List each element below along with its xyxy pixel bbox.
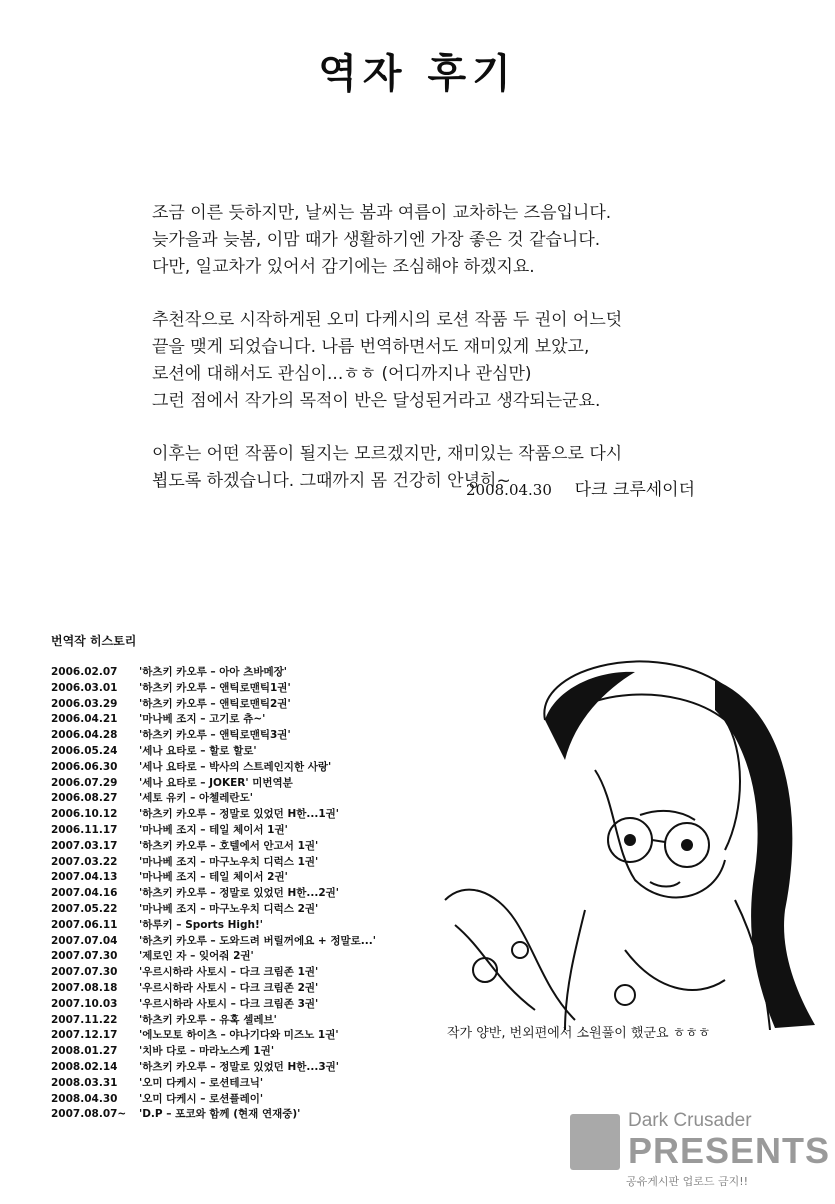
history-date: 2006.10.12 bbox=[51, 808, 118, 821]
page-title: 역자 후기 bbox=[318, 51, 517, 97]
history-row bbox=[51, 823, 471, 839]
history-row bbox=[51, 1028, 471, 1044]
afterword-line: 늦가을과 늦봄, 이맘 때가 생활하기엔 가장 좋은 것 같습니다. bbox=[152, 230, 601, 250]
history-row bbox=[51, 681, 471, 697]
history-date: 2007.03.22 bbox=[51, 855, 118, 868]
illustration-caption: 작가 양반, 번외편에서 소원풀이 했군요 ㅎㅎㅎ bbox=[447, 1026, 711, 1041]
history-row bbox=[51, 760, 471, 776]
history-title: 번역작 히스토리 bbox=[51, 634, 137, 648]
history-row bbox=[51, 855, 471, 871]
logo-notice: 공유게시판 업로드 금지!! bbox=[626, 1175, 749, 1188]
history-date: 2007.12.17 bbox=[51, 1029, 118, 1042]
afterword-line: 그런 점에서 작가의 목적이 반은 달성된거라고 생각되는군요. bbox=[152, 391, 601, 411]
afterword-line: 조금 이른 듯하지만, 날씨는 봄과 여름이 교차하는 즈음입니다. bbox=[152, 203, 612, 223]
history-date: 2006.03.01 bbox=[51, 681, 118, 694]
manga-illustration bbox=[425, 650, 825, 1030]
history-title-text: '마나베 조지 – 고기로 츄~' bbox=[139, 713, 266, 726]
history-date: 2008.01.27 bbox=[51, 1045, 118, 1058]
history-date: 2006.11.17 bbox=[51, 823, 118, 836]
logo-emblem bbox=[570, 1114, 620, 1170]
history-date: 2007.07.30 bbox=[51, 966, 118, 979]
history-row bbox=[51, 886, 471, 902]
history-row bbox=[51, 1013, 471, 1029]
afterword-line: 추천작으로 시작하게된 오미 다케시의 로션 작품 두 권이 어느덧 bbox=[152, 310, 623, 330]
history-date: 2007.04.16 bbox=[51, 887, 118, 900]
history-date: 2006.02.07 bbox=[51, 666, 118, 678]
afterword-line: 다만, 일교차가 있어서 감기에는 조심해야 하겠지요. bbox=[152, 257, 535, 277]
history-date: 2007.04.13 bbox=[51, 871, 118, 884]
afterword-line: 로션에 대해서도 관심이...ㅎㅎ (어디까지나 관심만) bbox=[152, 364, 532, 384]
history-title-text: '우르시하라 사토시 – 다크 크림존 1권' bbox=[139, 966, 319, 979]
history-row bbox=[51, 934, 471, 950]
history-row bbox=[51, 728, 471, 744]
history-row bbox=[51, 902, 471, 918]
history-title-text: '하츠키 카오루 – 정말로 있었던 H한...2권' bbox=[139, 887, 340, 900]
afterword-body bbox=[152, 200, 752, 521]
history-title-text: '오미 다케시 – 로션테크닉' bbox=[139, 1076, 264, 1089]
history-title-text: '하츠키 카오루 – 앤틱로맨틱1권' bbox=[139, 681, 291, 694]
history-row bbox=[51, 839, 471, 855]
history-date: 2006.05.24 bbox=[51, 744, 118, 757]
history-date: 2007.03.17 bbox=[51, 839, 118, 852]
history-row bbox=[51, 1092, 471, 1108]
history-title-text: '우르시하라 사토시 – 다크 크림존 3권' bbox=[139, 997, 319, 1010]
history-row bbox=[51, 712, 471, 728]
history-title-text: '치바 다로 – 마라노스케 1권' bbox=[139, 1045, 275, 1058]
history-row bbox=[51, 1076, 471, 1092]
history-title-text: '오미 다케시 – 로션플레이' bbox=[139, 1092, 264, 1105]
history-title-text: '마나베 조지 – 마구노우치 디럭스 1권' bbox=[139, 855, 319, 868]
translation-history-list bbox=[51, 665, 471, 1123]
afterword-paragraph bbox=[152, 200, 752, 281]
dark-crusader-logo bbox=[570, 1110, 831, 1190]
history-date: 2007.08.07~ bbox=[51, 1108, 127, 1121]
history-title-text: 'D.P – 포코와 함께 (현재 연재중)' bbox=[139, 1108, 301, 1121]
history-title-text: '세나 요타로 – 할로 할로' bbox=[139, 744, 257, 757]
history-title-text: '우르시하라 사토시 – 다크 크림존 2권' bbox=[139, 981, 319, 994]
history-title-text: '마나베 조지 – 마구노우치 디럭스 2권' bbox=[139, 902, 319, 915]
history-row bbox=[51, 918, 471, 934]
afterword-line: 이후는 어떤 작품이 될지는 모르겠지만, 재미있는 작품으로 다시 bbox=[152, 444, 623, 464]
history-row bbox=[51, 807, 471, 823]
history-date: 2008.04.30 bbox=[51, 1092, 118, 1105]
history-row bbox=[51, 697, 471, 713]
history-title-text: '마나베 조지 – 테일 체이서 1권' bbox=[139, 823, 288, 836]
history-title-text: '하츠키 카오루 – 정말로 있었던 H한...1권' bbox=[139, 808, 340, 821]
history-title-text: '하츠키 카오루 – 유혹 셀레브' bbox=[139, 1013, 277, 1026]
history-row bbox=[51, 965, 471, 981]
history-title-text: '하츠키 카오루 – 앤틱로맨틱2권' bbox=[139, 697, 291, 710]
history-date: 2007.11.22 bbox=[51, 1013, 118, 1026]
history-row bbox=[51, 1107, 471, 1123]
history-title-text: '세나 요타로 – 박사의 스트레인지한 사랑' bbox=[139, 760, 332, 773]
history-row bbox=[51, 1044, 471, 1060]
history-title-text: '하츠키 카오루 – 앤틱로맨틱3권' bbox=[139, 729, 291, 742]
history-date: 2007.07.30 bbox=[51, 950, 118, 963]
history-date: 2006.07.29 bbox=[51, 776, 118, 789]
history-row bbox=[51, 744, 471, 760]
history-row bbox=[51, 665, 471, 681]
signature bbox=[466, 475, 766, 500]
history-title-text: '하츠키 카오루 – 아아 츠바메장' bbox=[139, 666, 288, 678]
history-title-text: '에노모토 하이츠 – 야나기다와 미즈노 1권' bbox=[139, 1029, 339, 1042]
logo-line2: PRESENTS bbox=[628, 1130, 831, 1171]
history-date: 2007.08.18 bbox=[51, 981, 118, 994]
history-title-text: '하츠키 카오루 – 도와드려 버릴꺼에요 + 정말로...' bbox=[139, 934, 376, 947]
history-title-text: '제로인 자 – 잊어줘 2권' bbox=[139, 950, 254, 963]
history-date: 2006.08.27 bbox=[51, 792, 118, 805]
history-row bbox=[51, 791, 471, 807]
history-title-text: '세나 요타로 – JOKER' 미번역분 bbox=[139, 776, 293, 789]
history-date: 2006.03.29 bbox=[51, 697, 118, 710]
history-title-text: '하츠키 카오루 – 호텔에서 안고서 1권' bbox=[139, 839, 319, 852]
signature-date: 2008.04.30 bbox=[466, 481, 552, 499]
history-date: 2007.05.22 bbox=[51, 902, 118, 915]
history-row bbox=[51, 997, 471, 1013]
history-date: 2008.03.31 bbox=[51, 1076, 118, 1089]
history-title-text: '하츠키 카오루 – 정말로 있었던 H한...3권' bbox=[139, 1060, 340, 1073]
history-date: 2008.02.14 bbox=[51, 1060, 118, 1073]
history-date: 2006.04.28 bbox=[51, 729, 118, 742]
history-row bbox=[51, 776, 471, 792]
history-title-text: '마나베 조지 – 테일 체이서 2권' bbox=[139, 871, 288, 884]
history-row bbox=[51, 981, 471, 997]
logo-line1: Dark Crusader bbox=[628, 1110, 752, 1131]
afterword-paragraph bbox=[152, 307, 752, 415]
history-title-text: '하루키 – Sports High!' bbox=[139, 918, 263, 931]
afterword-line: 끝을 맺게 되었습니다. 나름 번역하면서도 재미있게 보았고, bbox=[152, 337, 590, 357]
history-date: 2006.04.21 bbox=[51, 713, 118, 726]
history-title-text: '세토 유키 – 아첼레란도' bbox=[139, 792, 253, 805]
history-date: 2007.07.04 bbox=[51, 934, 118, 947]
history-row bbox=[51, 870, 471, 886]
history-date: 2007.10.03 bbox=[51, 997, 118, 1010]
afterword-line: 뵙도록 하겠습니다. 그때까지 몸 건강히 안녕히~ bbox=[152, 471, 511, 491]
history-row bbox=[51, 1060, 471, 1076]
signature-name: 다크 크루세이더 bbox=[574, 480, 696, 500]
history-date: 2007.06.11 bbox=[51, 918, 118, 931]
history-date: 2006.06.30 bbox=[51, 760, 118, 773]
history-row bbox=[51, 949, 471, 965]
